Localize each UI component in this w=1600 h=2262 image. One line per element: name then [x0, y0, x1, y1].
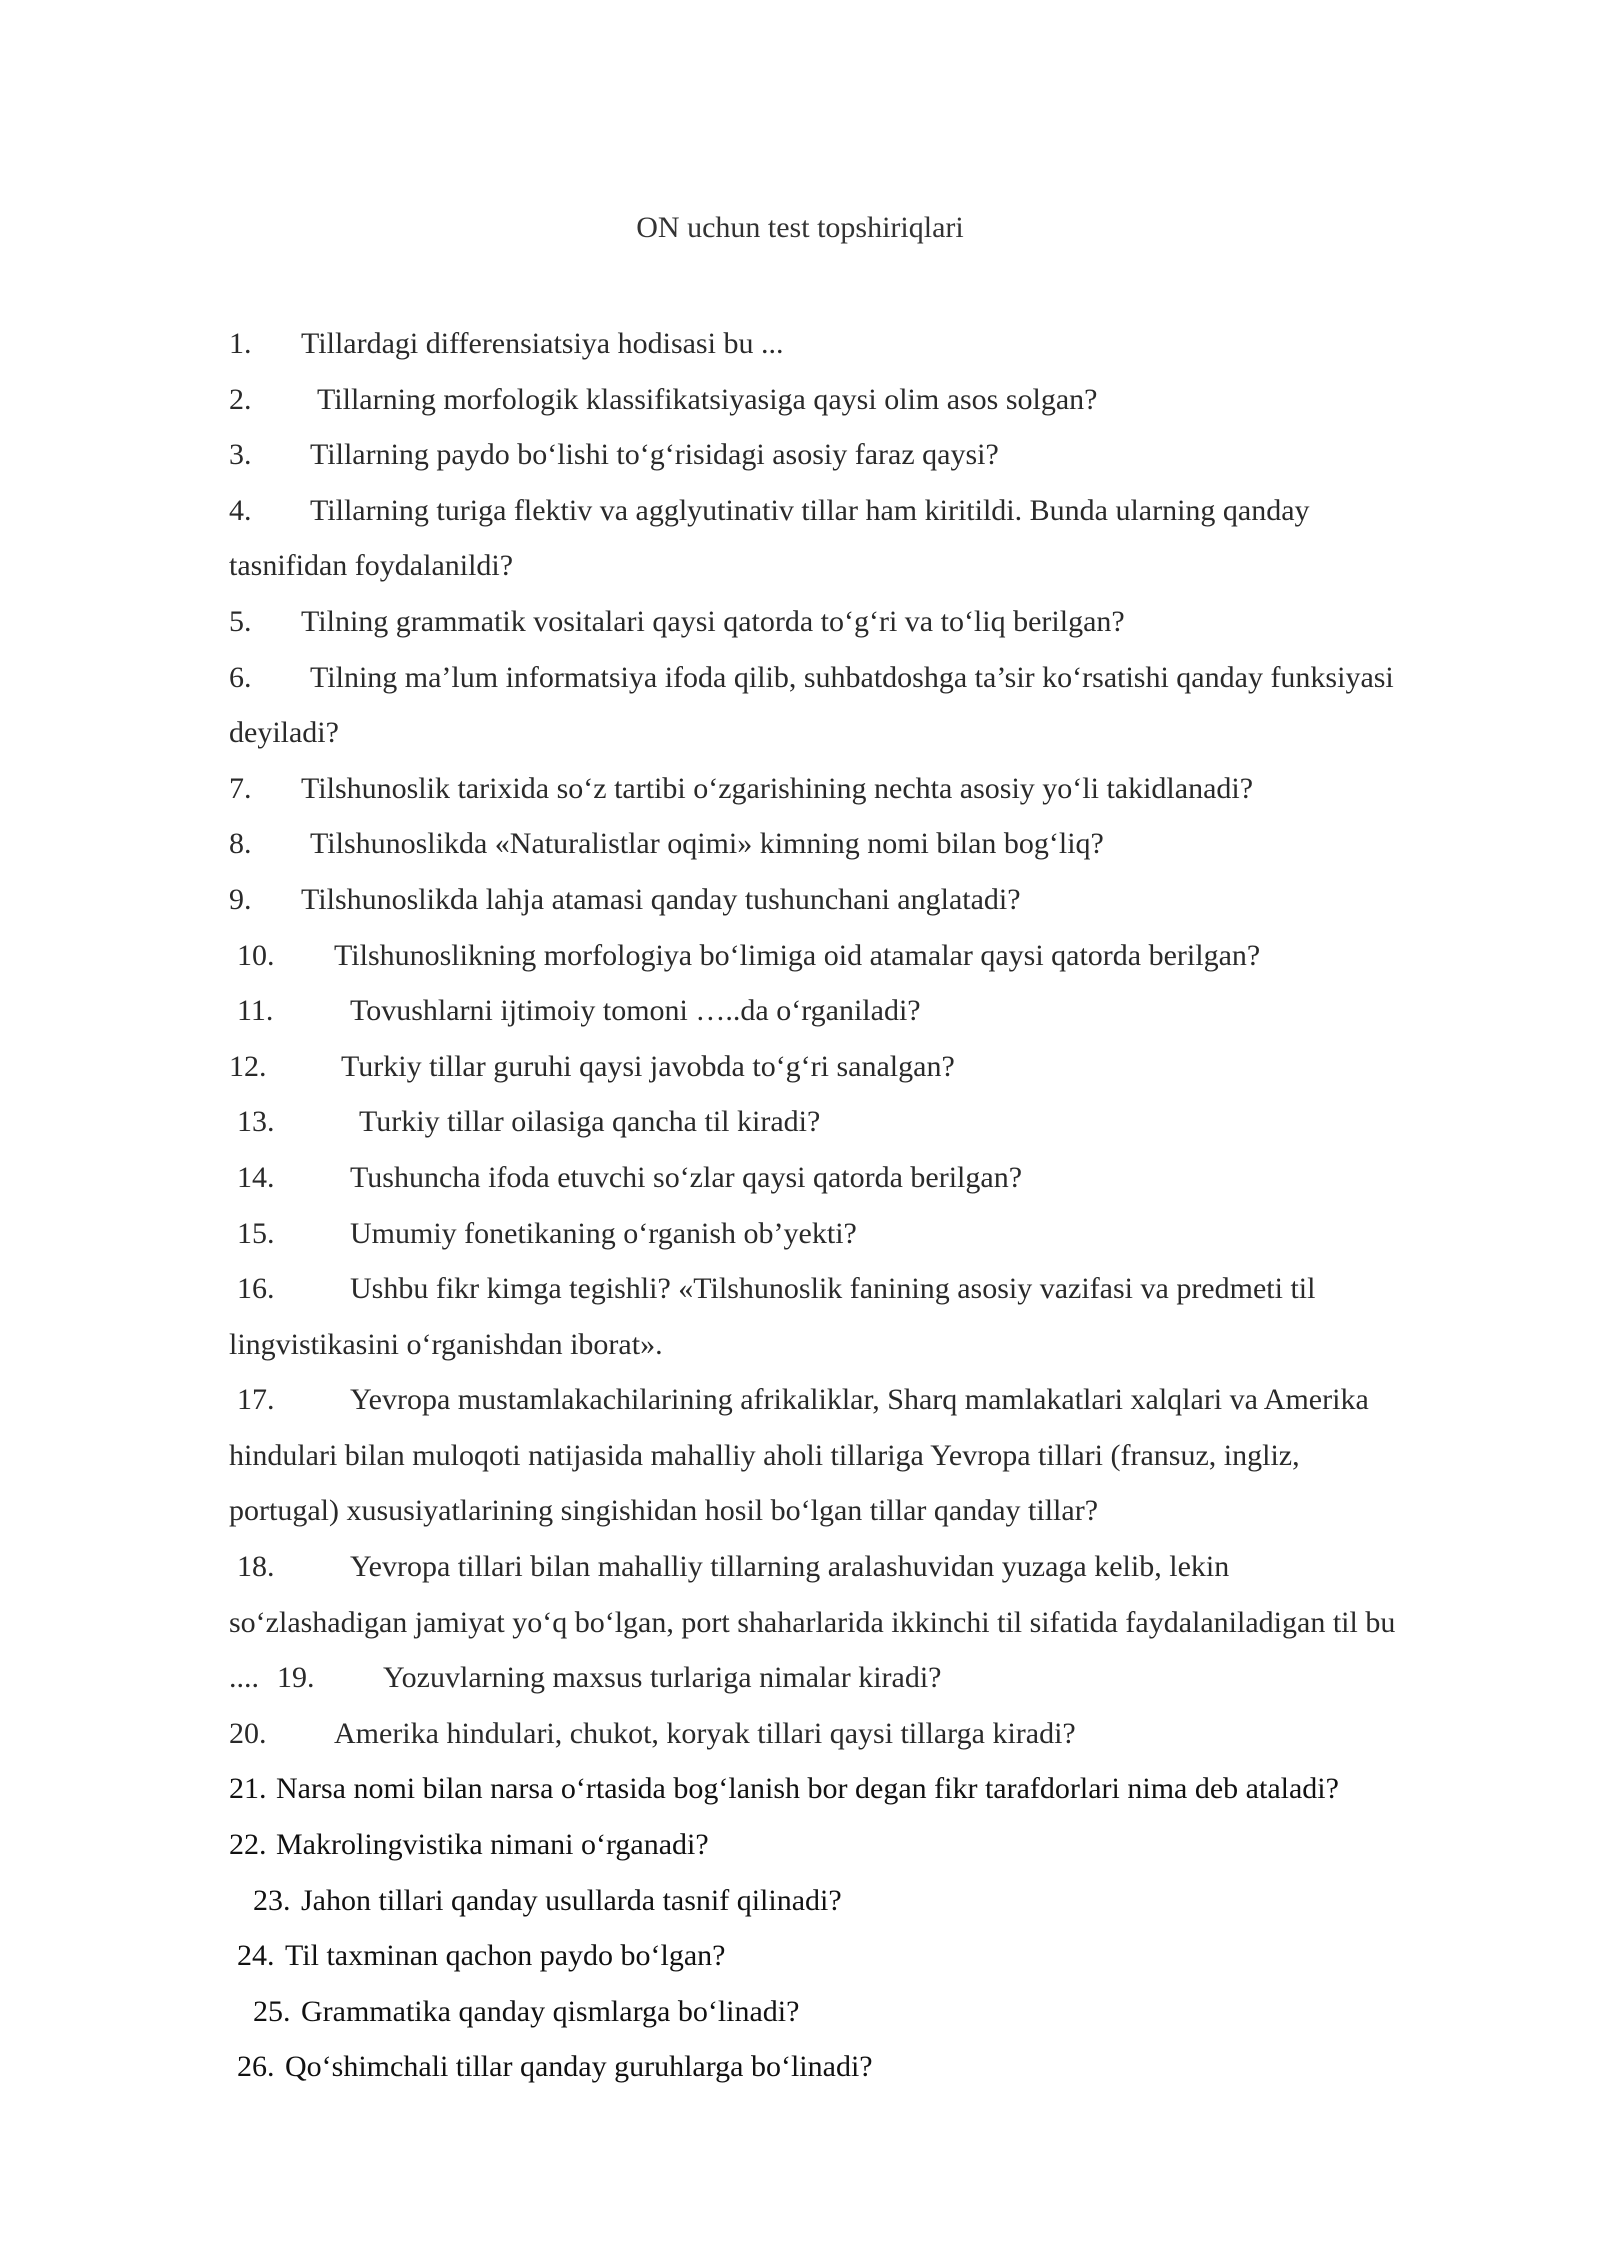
- list-item: [229, 1039, 1509, 1095]
- item-number: 22.: [229, 1828, 267, 1862]
- list-item: [229, 594, 1509, 650]
- item-number: 16.: [237, 1272, 275, 1306]
- item-text: Amerika hindulari, chukot, koryak tillari qaysi tillarga kiradi?: [334, 1716, 1076, 1750]
- item-number: 8.: [229, 827, 252, 861]
- list-item-continuation: [229, 705, 1509, 761]
- item-text: Tillarning paydo bo‘lishi to‘g‘risidagi asosiy faraz qaysi?: [310, 438, 999, 472]
- list-item-continuation: [229, 1317, 1509, 1373]
- item-text: Umumiy fonetikaning o‘rganish ob’yekti?: [350, 1216, 857, 1250]
- list-item: [229, 427, 1509, 483]
- item-text: Til taxminan qachon paydo bo‘lgan?: [285, 1939, 726, 1973]
- item-text: Tillarning turiga flektiv va agglyutinativ tillar ham kiritildi. Bunda ularning qanday: [310, 493, 1310, 527]
- list-item: [229, 1817, 1509, 1873]
- item-text: Qo‘shimchali tillar qanday guruhlarga bo‘linadi?: [285, 2050, 873, 2084]
- item-text: Grammatika qanday qismlarga bo‘linadi?: [301, 1994, 800, 2028]
- item-text: Tilning grammatik vositalari qaysi qatorda to‘g‘ri va to‘liq berilgan?: [301, 604, 1125, 638]
- list-item: [229, 1706, 1509, 1762]
- item-number: 7.: [229, 771, 252, 805]
- list-item: [229, 1094, 1509, 1150]
- item-text: Yozuvlarning maxsus turlariga nimalar kiradi?: [383, 1661, 942, 1695]
- list-item-continuation: [229, 1483, 1509, 1539]
- item-number: 19.: [277, 1661, 315, 1695]
- list-item: [229, 1761, 1509, 1817]
- item-number: 24.: [237, 1939, 275, 1973]
- item-text: portugal) xususiyatlarining singishidan hosil bo‘lgan tillar qanday tillar?: [229, 1494, 1099, 1528]
- page-title: ON uchun test topshiriqlari: [636, 211, 964, 244]
- item-text: Tushuncha ifoda etuvchi so‘zlar qaysi qatorda berilgan?: [350, 1160, 1023, 1194]
- item-text: Jahon tillari qanday usullarda tasnif qilinadi?: [301, 1883, 842, 1917]
- item-number: 6.: [229, 660, 252, 694]
- item-text: Narsa nomi bilan narsa o‘rtasida bog‘lanish bor degan fikr tarafdorlari nima deb ataladi?: [276, 1772, 1339, 1806]
- item-number: 21.: [229, 1772, 267, 1806]
- list-item: [229, 372, 1509, 428]
- item-text: Makrolingvistika nimani o‘rganadi?: [276, 1828, 709, 1862]
- item-text: Turkiy tillar guruhi qaysi javobda to‘g‘ri sanalgan?: [341, 1049, 955, 1083]
- item-number: 2.: [229, 382, 252, 416]
- item-text: Tilshunoslikda lahja atamasi qanday tushunchani anglatadi?: [301, 882, 1021, 916]
- item-number: 18.: [237, 1550, 275, 1584]
- item-number: 11.: [237, 994, 274, 1028]
- list-item: [229, 1984, 1509, 2040]
- item-text: ....: [229, 1661, 259, 1695]
- item-number: 5.: [229, 604, 252, 638]
- item-text: Tilshunoslikda «Naturalistlar oqimi» kimning nomi bilan bog‘liq?: [310, 827, 1104, 861]
- item-number: 1.: [229, 327, 252, 360]
- item-text: Tillardagi differensiatsiya hodisasi bu ...: [301, 327, 784, 360]
- list-item: [229, 816, 1509, 872]
- item-text: Tilshunoslik tarixida so‘z tartibi o‘zgarishining nechta asosiy yo‘li takidlanadi?: [301, 771, 1254, 805]
- item-number: 23.: [253, 1883, 291, 1917]
- item-number: 4.: [229, 493, 252, 527]
- list-item: [229, 1928, 1509, 1984]
- list-item: [229, 316, 1509, 372]
- item-text: Tillarning morfologik klassifikatsiyasiga qaysi olim asos solgan?: [317, 382, 1098, 416]
- item-text: Tovushlarni ijtimoiy tomoni …..da o‘rganiladi?: [350, 994, 921, 1028]
- item-number: 10.: [237, 938, 275, 972]
- item-number: 12.: [229, 1049, 267, 1083]
- list-item-continuation: [229, 538, 1509, 594]
- list-item-continuation: [229, 1650, 1509, 1706]
- list-item: [229, 1539, 1509, 1595]
- item-text: Tilning ma’lum informatsiya ifoda qilib, suhbatdoshga ta’sir ko‘rsatishi qanday funksiyasi: [310, 660, 1394, 694]
- item-text: Ushbu fikr kimga tegishli? «Tilshunoslik fanining asosiy vazifasi va predmeti til: [350, 1272, 1316, 1306]
- item-number: 3.: [229, 438, 252, 472]
- item-number: 13.: [237, 1105, 275, 1139]
- list-item: [229, 872, 1509, 928]
- item-number: 9.: [229, 882, 252, 916]
- item-number: 15.: [237, 1216, 275, 1250]
- list-item: [229, 1206, 1509, 1262]
- item-text: tasnifidan foydalanildi?: [229, 549, 514, 583]
- list-item: [229, 1150, 1509, 1206]
- item-number: 17.: [237, 1383, 275, 1417]
- item-number: 14.: [237, 1160, 275, 1194]
- list-item: [229, 1873, 1509, 1929]
- item-text: Yevropa tillari bilan mahalliy tillarning aralashuvidan yuzaga kelib, lekin: [350, 1550, 1230, 1584]
- item-number: 26.: [237, 2050, 275, 2084]
- item-number: 20.: [229, 1716, 267, 1750]
- list-item: [229, 1372, 1509, 1428]
- item-number: 25.: [253, 1994, 291, 2028]
- list-item: [229, 983, 1509, 1039]
- list-item: [229, 761, 1509, 817]
- item-text: Yevropa mustamlakachilarining afrikaliklar, Sharq mamlakatlari xalqlari va Amerika: [350, 1383, 1369, 1417]
- item-text: Turkiy tillar oilasiga qancha til kiradi?: [359, 1105, 821, 1139]
- list-item: [229, 1261, 1509, 1317]
- list-item: [229, 2039, 1509, 2095]
- list-item-continuation: [229, 1595, 1509, 1651]
- item-text: hindulari bilan muloqoti natijasida mahalliy aholi tillariga Yevropa tillari (fransuz, ingliz,: [229, 1438, 1300, 1472]
- list-item: [229, 483, 1509, 539]
- list-item-continuation: [229, 1428, 1509, 1484]
- item-text: Tilshunoslikning morfologiya bo‘limiga oid atamalar qaysi qatorda berilgan?: [334, 938, 1261, 972]
- item-text: lingvistikasini o‘rganishdan iborat».: [229, 1327, 663, 1361]
- question-list: [229, 316, 1509, 2095]
- item-text: so‘zlashadigan jamiyat yo‘q bo‘lgan, port shaharlarida ikkinchi til sifatida faydalaniladigan til bu: [229, 1605, 1396, 1639]
- list-item: [229, 650, 1509, 706]
- list-item: [229, 928, 1509, 984]
- item-text: deyiladi?: [229, 716, 339, 750]
